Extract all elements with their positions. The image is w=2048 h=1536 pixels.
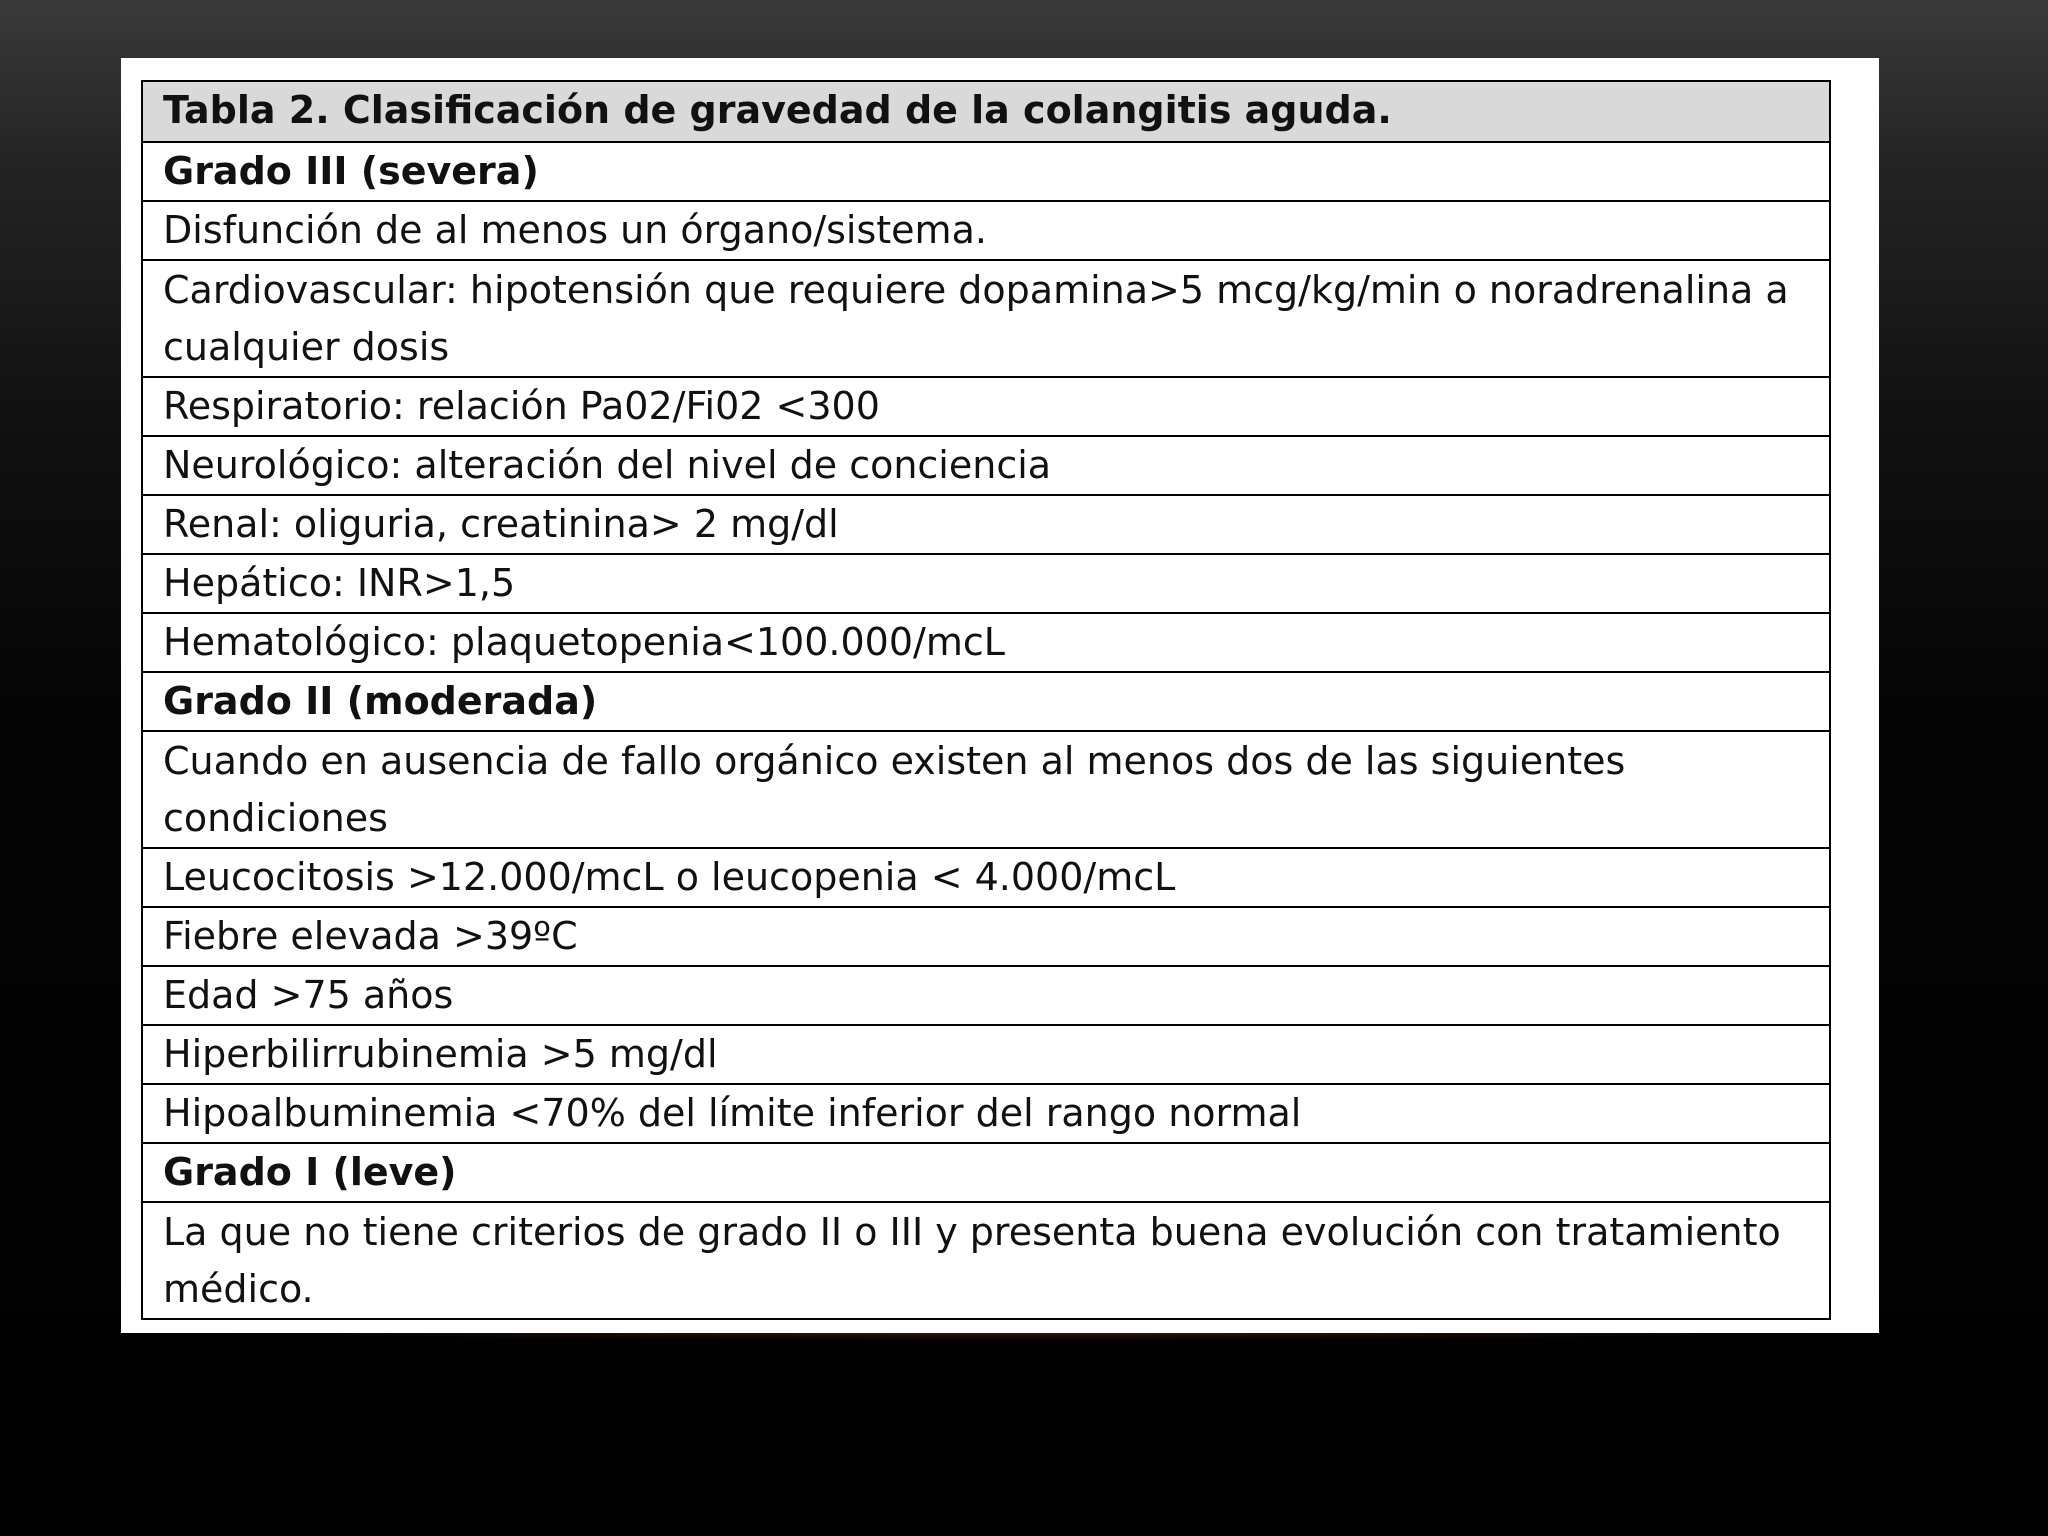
- table-row-heading: Grado II (moderada): [143, 671, 1829, 730]
- table-row: La que no tiene criterios de grado II o III y presenta buena evolución con tratamiento médico.: [143, 1201, 1829, 1318]
- table-row: Hiperbilirrubinemia >5 mg/dl: [143, 1024, 1829, 1083]
- table-row: Disfunción de al menos un órgano/sistema.: [143, 200, 1829, 259]
- table-row: Cuando en ausencia de fallo orgánico existen al menos dos de las siguientes condiciones: [143, 730, 1829, 847]
- table-row: Renal: oliguria, creatinina> 2 mg/dl: [143, 494, 1829, 553]
- table-row-heading: Grado III (severa): [143, 141, 1829, 200]
- table-row: Neurológico: alteración del nivel de conciencia: [143, 435, 1829, 494]
- table-row: Fiebre elevada >39ºC: [143, 906, 1829, 965]
- table-title: Tabla 2. Clasificación de gravedad de la colangitis aguda.: [143, 82, 1829, 141]
- table-row: Leucocitosis >12.000/mcL o leucopenia < 4.000/mcL: [143, 847, 1829, 906]
- table-row: Hepático: INR>1,5: [143, 553, 1829, 612]
- table-row: Edad >75 años: [143, 965, 1829, 1024]
- slide-card: [121, 58, 1879, 1333]
- table-row: Cardiovascular: hipotensión que requiere dopamina>5 mcg/kg/min o noradrenalina a cualquier dosis: [143, 259, 1829, 376]
- table-row: Hipoalbuminemia <70% del límite inferior del rango normal: [143, 1083, 1829, 1142]
- table-row: Respiratorio: relación Pa02/Fi02 <300: [143, 376, 1829, 435]
- table-row-heading: Grado I (leve): [143, 1142, 1829, 1201]
- table-row: Hematológico: plaquetopenia<100.000/mcL: [143, 612, 1829, 671]
- severity-table: [141, 80, 1831, 1320]
